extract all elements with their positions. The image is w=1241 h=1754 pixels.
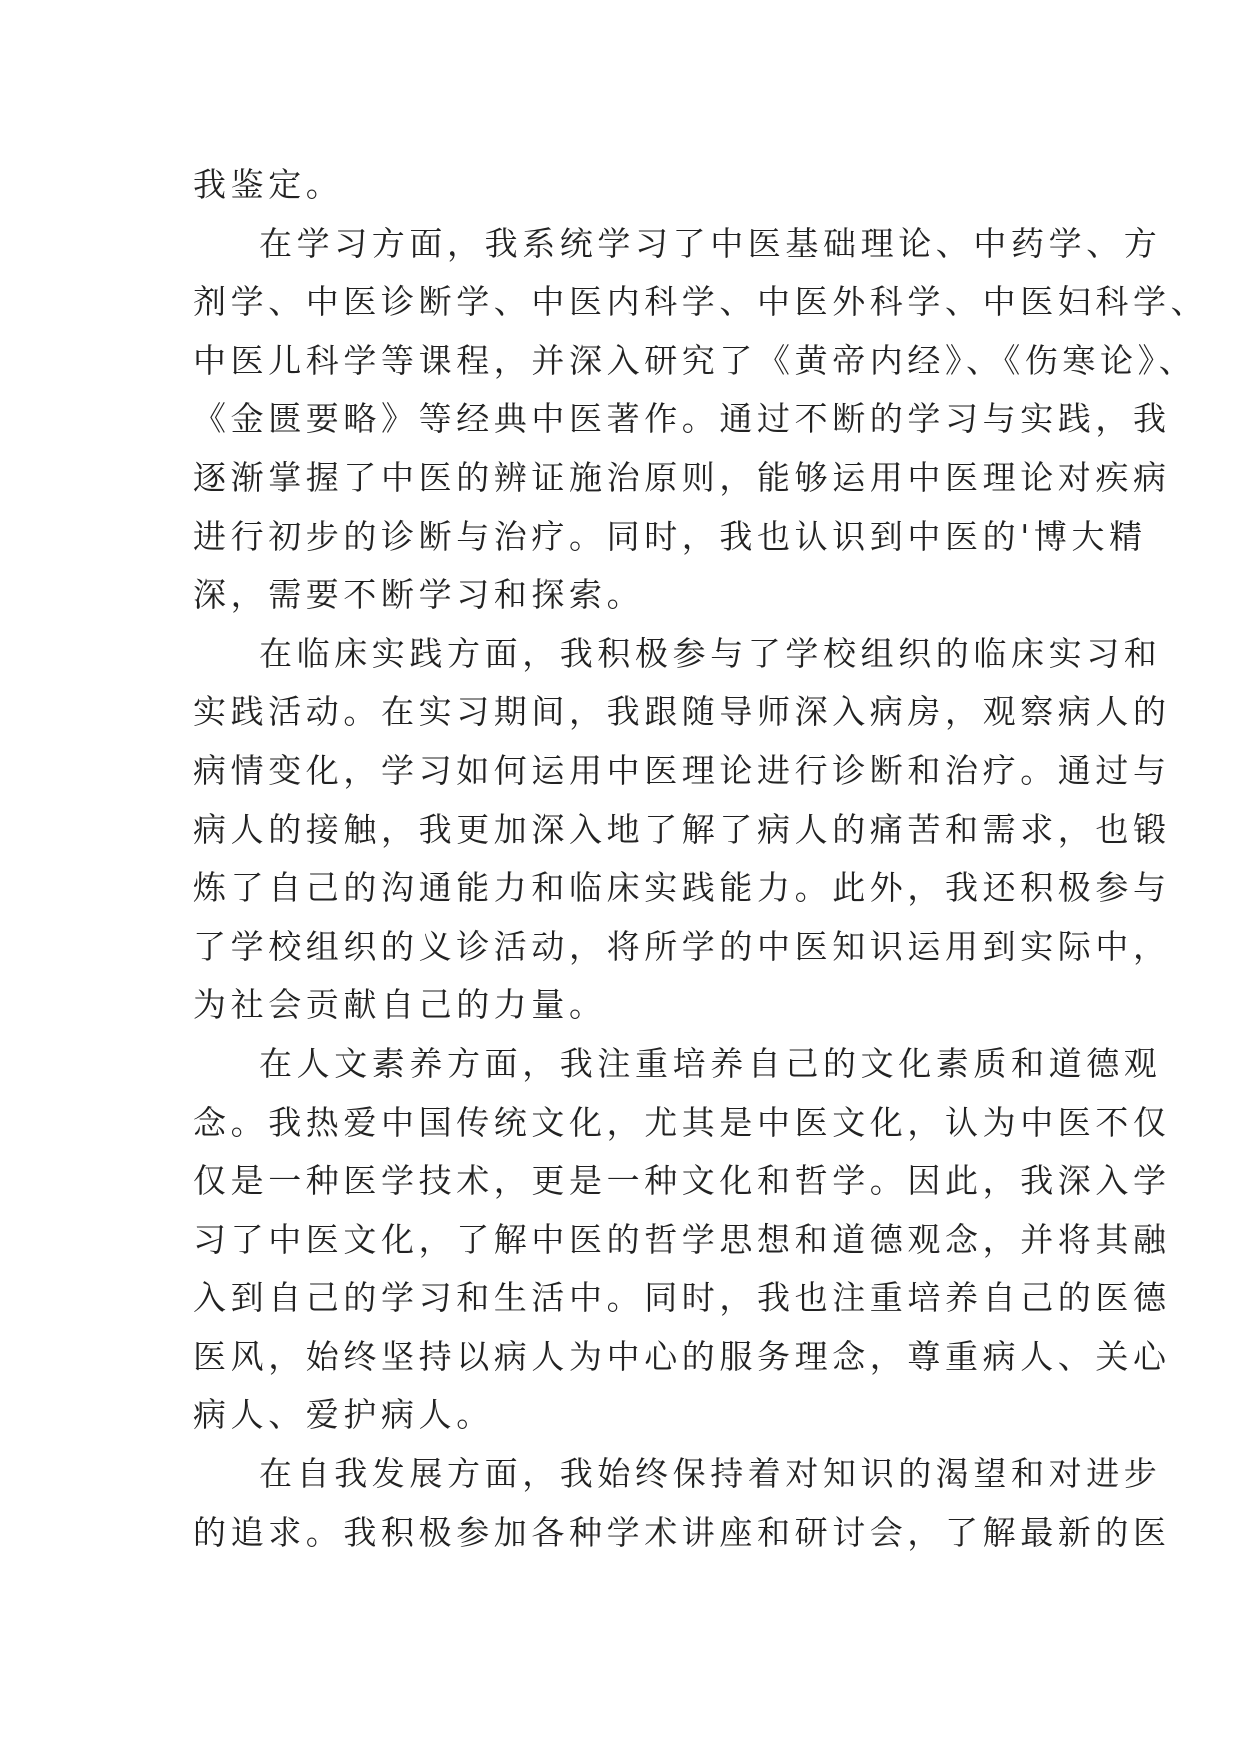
paragraph-line: 仅是一种医学技术，更是一种文化和哲学。因此，我深入学 [193,1161,1171,1201]
paragraph-line: 病情变化，学习如何运用中医理论进行诊断和治疗。通过与 [193,750,1171,790]
paragraph-line: 医风，始终坚持以病人为中心的服务理念，尊重病人、关心 [193,1336,1171,1376]
paragraph-line: 习了中医文化，了解中医的哲学思想和道德观念，并将其融 [193,1219,1171,1259]
paragraph-first-line: 在人文素养方面，我注重培养自己的文化素质和道德观 [259,1043,1162,1083]
paragraph-line: 病人、爱护病人。 [193,1395,494,1435]
paragraph-line: 的追求。我积极参加各种学术讲座和研讨会，了解最新的医 [193,1512,1171,1552]
paragraph-first-line: 在学习方面，我系统学习了中医基础理论、中药学、方 [259,223,1162,263]
paragraph-first-line: 在临床实践方面，我积极参与了学校组织的临床实习和 [259,633,1162,673]
paragraph-line: 《金匮要略》等经典中医著作。通过不断的学习与实践，我 [193,399,1171,439]
paragraph-line: 入到自己的学习和生活中。同时，我也注重培养自己的医德 [193,1278,1171,1318]
document-body [193,156,1209,1562]
paragraph-line: 实践活动。在实习期间，我跟随导师深入病房，观察病人的 [193,692,1171,732]
paragraph-line: 深，需要不断学习和探索。 [193,575,645,615]
paragraph-line: 剂学、中医诊断学、中医内科学、中医外科学、中医妇科学、 [193,282,1209,322]
paragraph-line: 我鉴定。 [193,165,344,204]
paragraph-line: 了学校组织的义诊活动，将所学的中医知识运用到实际中， [193,926,1171,966]
paragraph-line: 进行初步的诊断与治疗。同时，我也认识到中医的'博大精 [193,516,1147,556]
paragraph-line: 逐渐掌握了中医的辨证施治原则，能够运用中医理论对疾病 [193,457,1171,497]
paragraph-line: 为社会贡献自己的力量。 [193,985,607,1025]
paragraph-line: 炼了自己的沟通能力和临床实践能力。此外，我还积极参与 [193,868,1171,908]
paragraph-line: 念。我热爱中国传统文化，尤其是中医文化，认为中医不仅 [193,1102,1171,1142]
paragraph-line: 中医儿科学等课程，并深入研究了《黄帝内经》、《伤寒论》、 [193,340,1197,380]
paragraph-line: 病人的接触，我更加深入地了解了病人的痛苦和需求，也锻 [193,809,1171,849]
paragraph-first-line: 在自我发展方面，我始终保持着对知识的渴望和对进步 [259,1454,1162,1494]
